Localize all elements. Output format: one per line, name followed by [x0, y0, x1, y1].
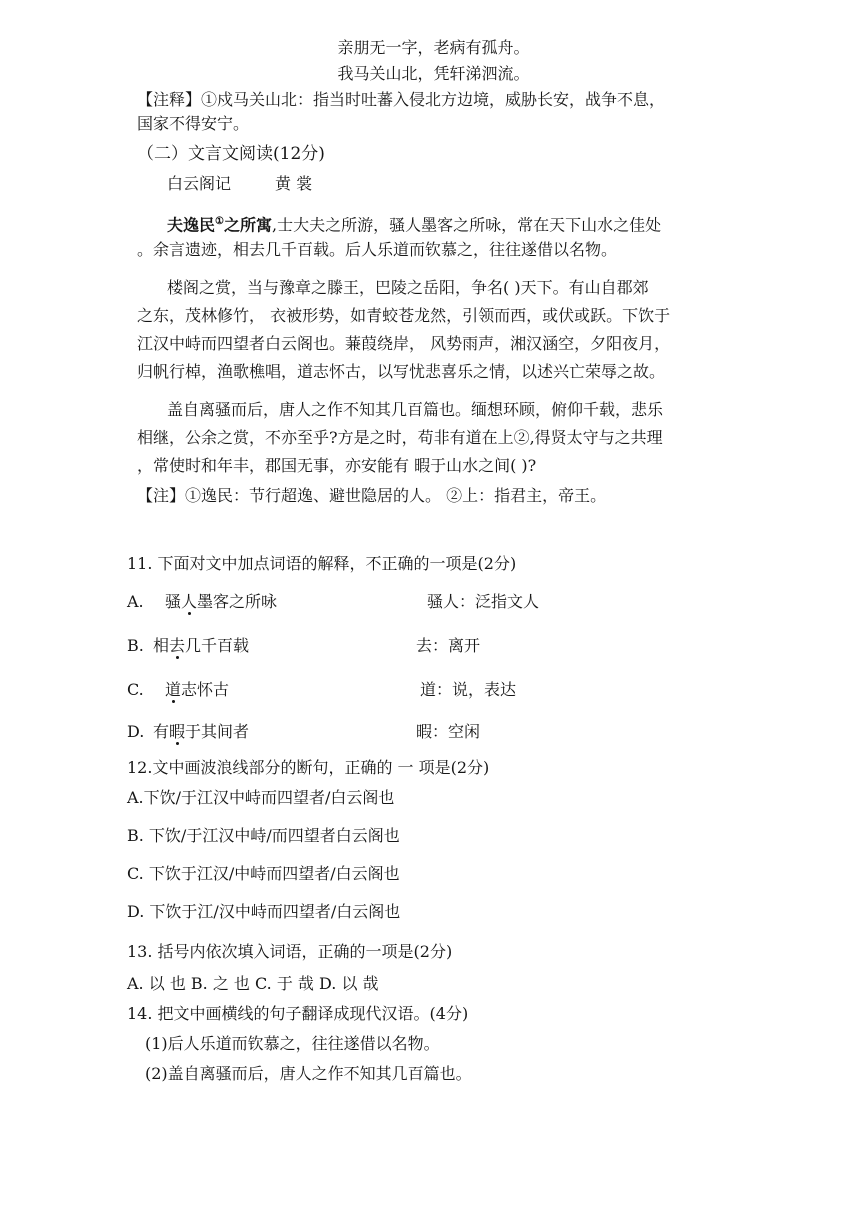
q11-c-post: 志怀古: [181, 680, 230, 699]
poem-note-line-2: 国家不得安宁。: [137, 114, 250, 133]
q11-a-dotted-char: 人: [181, 592, 198, 611]
q14-sentence-1: (1)后人乐道而钦慕之，往往遂借以名物。: [145, 1034, 440, 1053]
q11-option-a-explanation: 骚人：泛指文人: [427, 592, 540, 611]
passage-p2-line-3: 江汉中峙而四望者白云阁也。蒹葭绕岸， 风势雨声，湘汉涵空，夕阳夜月，: [137, 334, 671, 353]
q11-option-d-text: [153, 720, 249, 744]
q11-option-d-letter: D.: [127, 722, 145, 741]
q12-stem: 12.文中画波浪线部分的断句，正确的 一 项是(2分): [127, 758, 490, 777]
passage-p2-line-1: 楼阁之赏，当与豫章之滕王，巴陵之岳阳，争名( )天下。有山自郡郊: [167, 278, 649, 297]
q11-b-pre: 相: [153, 636, 170, 655]
passage-p3-line-2: 相继，公余之赏，不亦至乎?方是之时，苟非有道在上②,得贤太守与之共理: [137, 428, 663, 447]
passage-p1-line-1: [167, 210, 661, 237]
q12-option-c: C. 下饮于江汉/中峙而四望者/白云阁也: [127, 864, 400, 883]
passage-p2-line-4: 归帆行棹，渔歌樵唱，道志怀古，以写忧悲喜乐之情，以述兴亡荣辱之故。: [137, 362, 666, 381]
poem-line-1: 亲朋无一字，老病有孤舟。: [337, 38, 530, 57]
passage-p1-bold-b: 之所寓: [223, 215, 272, 235]
passage-p1-line-2: 。余言遗迹，相去几千百载。后人乐道而钦慕之，往往遂借以名物。: [137, 240, 618, 259]
q11-stem: 11. 下面对文中加点词语的解释，不正确的一项是(2分): [127, 554, 517, 573]
q11-b-post: 几千百载: [185, 636, 250, 655]
footnote-marker-1: ①: [215, 216, 224, 227]
passage-title-text: 白云阁记: [167, 174, 232, 193]
q12-option-d: D. 下饮于江/汉中峙而四望者/白云阁也: [127, 902, 401, 921]
section-heading: （二）文言文阅读(12分): [137, 144, 325, 164]
q11-d-pre: 有: [153, 722, 170, 741]
q11-b-dotted-char: 去: [169, 636, 186, 655]
q11-a-post: 墨客之所咏: [197, 592, 278, 611]
passage-title: [167, 172, 312, 196]
passage-p1-bold-a: 夫逸民: [167, 215, 216, 235]
q11-option-b-explanation: 去：离开: [416, 636, 481, 655]
q11-option-b-letter: B.: [127, 636, 144, 655]
q13-stem: 13. 括号内依次填入词语，正确的一项是(2分): [127, 942, 453, 961]
q11-option-c-text: [165, 678, 229, 702]
passage-p1-rest: ,士大夫之所游，骚人墨客之所咏，常在天下山水之佳处: [272, 215, 662, 235]
passage-footnote: 【注】①逸民：节行超逸、避世隐居的人。 ②上：指君主，帝王。: [137, 486, 607, 505]
q11-option-c-explanation: 道：说，表达: [420, 680, 517, 699]
q11-d-post: 于其间者: [185, 722, 250, 741]
q11-option-a-letter: A.: [127, 592, 144, 611]
q11-option-c-letter: C.: [127, 680, 144, 699]
q11-d-dotted-char: 暇: [169, 722, 186, 741]
poem-line-2: 我马关山北，凭轩涕泗流。: [337, 64, 530, 83]
passage-p3-line-1: 盖自离骚而后，唐人之作不知其几百篇也。缅想环顾，俯仰千载，悲乐: [167, 400, 664, 419]
q11-a-pre: 骚: [165, 592, 182, 611]
q14-sentence-2: (2)盖自离骚而后，唐人之作不知其几百篇也。: [145, 1064, 472, 1083]
passage-p3-line-3: ，常使时和年丰，郡国无事，亦安能有 暇于山水之间( )?: [137, 456, 537, 475]
q11-option-d-explanation: 暇：空闲: [416, 722, 481, 741]
q14-stem: 14. 把文中画横线的句子翻译成现代汉语。(4分): [127, 1004, 469, 1023]
q13-options: A. 以 也 B. 之 也 C. 于 哉 D. 以 哉: [127, 974, 379, 993]
q11-option-a-text: [165, 590, 277, 614]
passage-author: 黄 裳: [275, 174, 313, 193]
q12-option-a: A.下饮/于江汉中峙而四望者/白云阁也: [127, 788, 395, 807]
q12-option-b: B. 下饮/于江汉中峙/而四望者白云阁也: [127, 826, 400, 845]
passage-p2-line-2: 之东，茂林修竹， 衣被形势，如青蛟苍龙然，引领而西，或伏或跃。下饮于: [137, 306, 671, 325]
q11-option-b-text: [153, 634, 249, 658]
q11-c-dotted-char: 道: [165, 680, 182, 699]
poem-note-line-1: 【注释】①戍马关山北：指当时吐蕃入侵北方边境，威胁长安，战争不息，: [137, 90, 666, 109]
